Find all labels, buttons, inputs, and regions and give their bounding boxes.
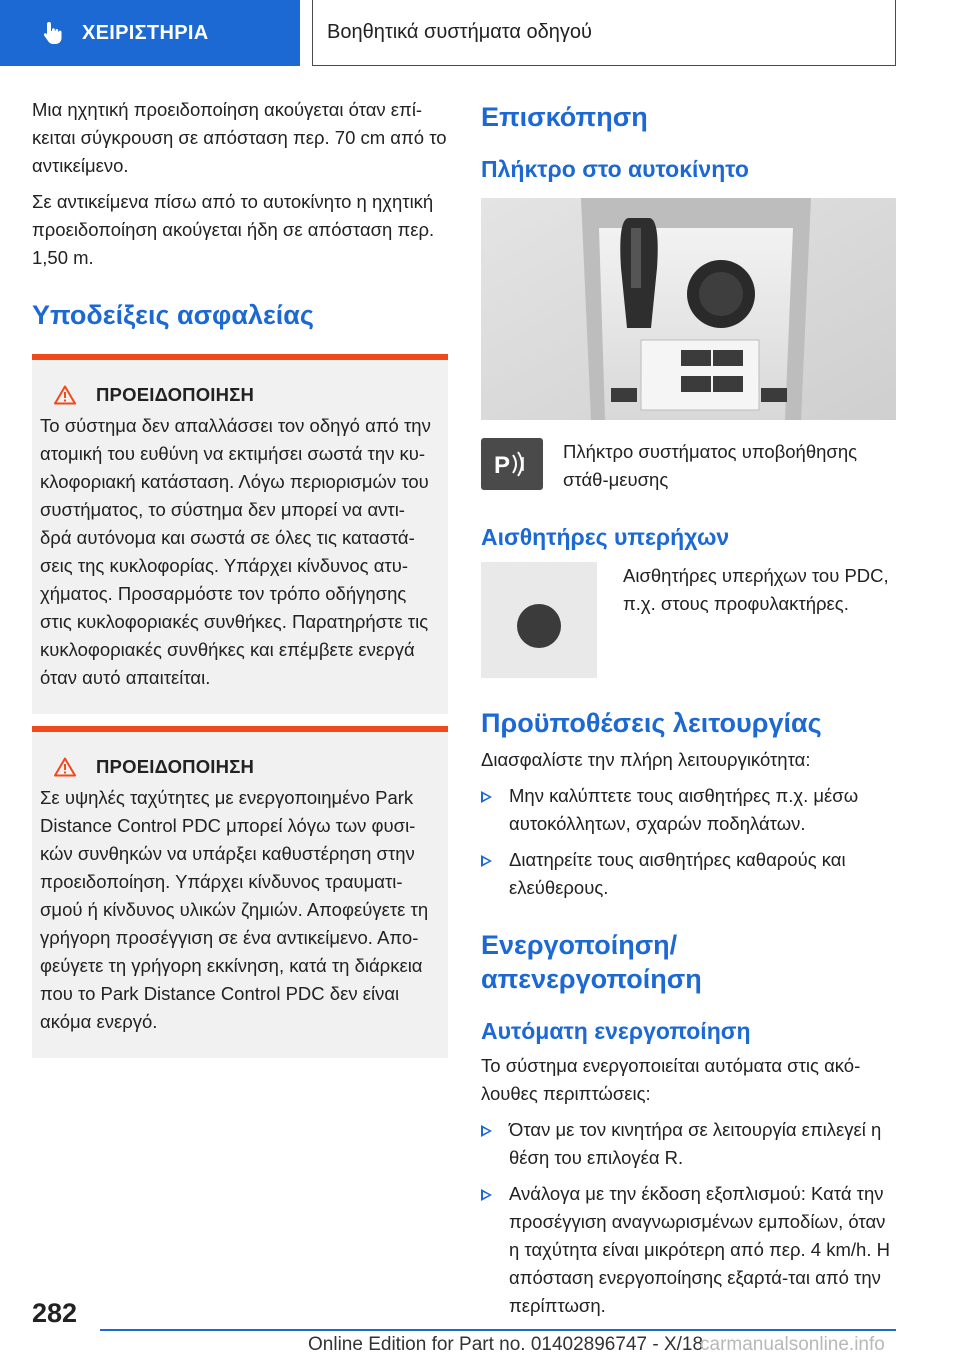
warning-title: ΠΡΟΕΙΔΟΠΟΙΗΣΗ	[96, 756, 255, 777]
requirements-intro: Διασφαλίστε την πλήρη λειτουργικότητα:	[481, 749, 811, 770]
section-label: ΧΕΙΡΙΣΤΗΡΙΑ	[82, 21, 209, 44]
left-column	[32, 96, 448, 1058]
intro-paragraph-1: Μια ηχητική προειδοποίηση ακούγεται όταν επί-κειται σύγκρουση σε απόσταση περ. 70 cm από το αντικείμενο.	[32, 99, 447, 176]
chapter-title: Βοηθητικά συστήματα οδηγού	[312, 0, 896, 66]
triangle-bullet-icon	[481, 791, 492, 803]
requirements-heading: Προϋποθέσεις λειτουργίας	[481, 708, 822, 738]
warning-header	[40, 384, 434, 406]
warning-box-2	[32, 726, 448, 1058]
button-heading: Πλήκτρο στο αυτοκίνητο	[481, 156, 749, 182]
warning-box-1	[32, 354, 448, 714]
button-caption: Πλήκτρο συστήματος υποβοήθησης στάθ-μευσης	[563, 441, 858, 490]
triangle-bullet-icon	[481, 1189, 492, 1201]
hand-pointer-icon	[40, 20, 66, 46]
activation-heading: Ενεργοποίηση/απενεργοποίηση	[481, 930, 702, 994]
warning-text: Το σύστημα δεν απαλλάσσει τον οδηγό από την ατομική του ευθύνη να εκτιμήσει σωστά την κυ-κλοφοριακή κατάσταση. Λόγω περιορισμών του συστήματος, το σύστημα δεν μπορεί να αντι-δρά αυτόνομα και σωστά σε όλες τις καταστά-σεις της κυκλοφορίας. Υπάρχει κίνδυνος ατυ-χήματος. Προσαρμόστε τον τρόπο οδήγησης στις κυκλοφοριακές συνθήκες. Παρατηρήστε τις κυκλοφοριακές συνθήκες και επέμβετε ενεργά όταν αυτό απαιτείται.	[40, 415, 431, 688]
edition-text: Online Edition for Part no. 01402896747 - X/18	[308, 1334, 704, 1355]
sensor-dot	[517, 604, 561, 648]
warning-title: ΠΡΟΕΙΔΟΠΟΙΗΣΗ	[96, 384, 255, 405]
list-item: Ανάλογα με την έκδοση εξοπλισμού: Κατά την προσέγγιση αναγνωρισμένων εμποδίων, όταν η ταχύτητα είναι μικρότερη από περ. 4 km/h. Η απόσταση ενεργοποίησης εξαρτά-ται από την περίπτωση.	[481, 1180, 896, 1320]
center-console-photo	[481, 198, 896, 420]
triangle-bullet-icon	[481, 1125, 492, 1137]
overview-heading: Επισκόπηση	[481, 102, 648, 132]
list-item: Όταν με τον κινητήρα σε λειτουργία επιλεγεί η θέση του επιλογέα R.	[481, 1116, 896, 1172]
requirements-list	[481, 782, 896, 902]
list-item: Μην καλύπτετε τους αισθητήρες π.χ. μέσω αυτοκόλλητων, σχαρών ποδηλάτων.	[481, 782, 896, 838]
svg-text:P: P	[494, 452, 511, 479]
sensors-caption: Αισθητήρες υπερήχων του PDC, π.χ. στους προφυλακτήρες.	[623, 565, 889, 614]
warning-triangle-icon	[54, 385, 76, 405]
warning-text: Σε υψηλές ταχύτητες με ενεργοποιημένο Park Distance Control PDC μπορεί λόγω των φυσι-κών συνθηκών να υπάρξει καθυστέρηση στην προειδοποίηση. Υπάρχει κίνδυνος τραυματι-σμού ή κίνδυνος υλικών ζημιών. Αποφεύγετε τη γρήγορη προσέγγιση σε ένα αντικείμενο. Απο-φεύγετε τη γρήγορη εκκίνηση, κατά τη διάρκεια που το Park Distance Control PDC δεν είναι ακόμα ενεργό.	[40, 787, 429, 1032]
page-number: 282	[32, 1298, 78, 1328]
console-illustration	[481, 198, 896, 420]
pdc-button-row	[481, 438, 896, 494]
parking-assist-button-icon	[481, 438, 543, 490]
warning-triangle-icon	[54, 757, 76, 777]
triangle-bullet-icon	[481, 855, 492, 867]
warning-header	[40, 756, 434, 778]
auto-activation-heading: Αυτόματη ενεργοποίηση	[481, 1018, 751, 1044]
footer-divider	[100, 1329, 896, 1331]
section-tab	[0, 0, 300, 66]
sensors-heading: Αισθητήρες υπερήχων	[481, 524, 730, 550]
auto-list	[481, 1116, 896, 1320]
intro-paragraph-2: Σε αντικείμενα πίσω από το αυτοκίνητο η ηχητική προειδοποίηση ακούγεται ήδη σε απόσταση περ. 1,50 m.	[32, 191, 435, 268]
safety-heading: Υποδείξεις ασφαλείας	[32, 300, 314, 330]
auto-intro: Το σύστημα ενεργοποιείται αυτόματα στις ακό-λουθες περιπτώσεις:	[481, 1055, 861, 1104]
list-item: Διατηρείτε τους αισθητήρες καθαρούς και ελεύθερους.	[481, 846, 896, 902]
sensor-row	[481, 562, 896, 678]
watermark-text: carmanualsonline.info	[700, 1334, 885, 1355]
right-column	[481, 100, 896, 1320]
ultrasonic-sensor-image	[481, 562, 597, 678]
